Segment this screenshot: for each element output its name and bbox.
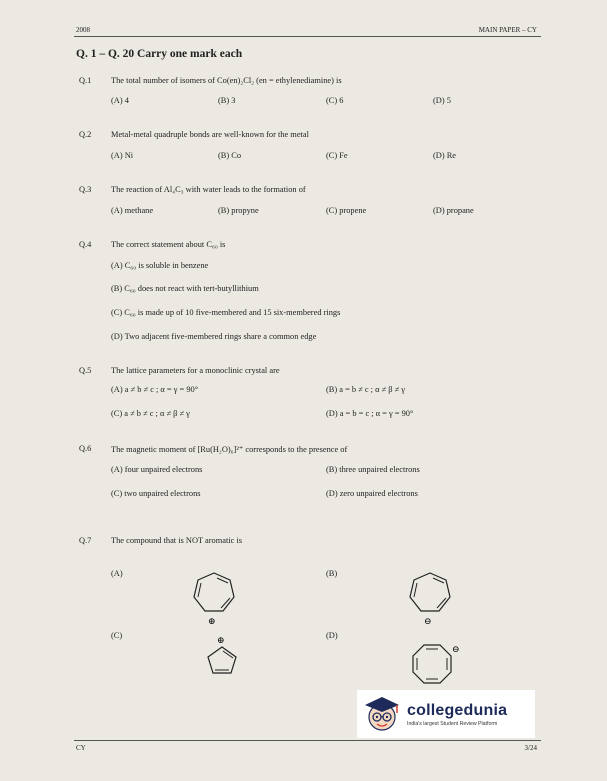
option: (B) C₆₀ does not react with tert-butyllithium [111,284,259,293]
option: (C) propene [326,206,367,215]
cycloheptatrienyl-cation-structure [186,568,242,624]
option: (D) Re [433,151,457,160]
logo-name: collegedunia [407,701,508,719]
option-label: (C) [111,631,123,640]
cyclooctatetraenyl-anion-structure [402,640,464,690]
cycloheptatrienyl-anion-structure [402,568,458,624]
option: (D) propane [433,206,474,215]
question-stem: The total number of isomers of Co(en)₂Cl₂ (en = ethylenediamine) is [111,76,342,85]
question-number: Q.2 [79,130,92,139]
option: (B) three unpaired electrons [326,465,420,474]
question-stem: The lattice parameters for a monoclinic crystal are [111,366,280,375]
footer-rule [74,740,541,741]
option: (B) propyne [218,206,259,215]
question-number: Q.7 [79,536,92,545]
cyclopentadienyl-cation-structure [198,634,246,678]
footer-subject: CY [76,744,86,752]
option: (D) 5 [433,96,451,105]
watermark-logo [357,690,535,738]
question-number: Q.5 [79,366,92,375]
option: (D) zero unpaired electrons [326,489,418,498]
option-label: (A) [111,569,123,578]
option: (B) Co [218,151,242,160]
option: (B) a = b ≠ c ; α ≠ β ≠ γ [326,385,406,394]
header-rule [74,36,541,37]
option: (C) Fe [326,151,348,160]
logo-tagline: India's largest Student Review Platform [407,720,498,727]
question-stem: The compound that is NOT aromatic is [111,536,243,545]
charge-label: ⊖ [452,644,460,654]
option: (A) four unpaired electrons [111,465,203,474]
graduate-mascot-icon [359,691,405,737]
question-number: Q.6 [79,444,92,453]
question-stem: The magnetic moment of [Ru(H₂O)₆]²⁺ corresponds to the presence of [111,445,348,454]
option: (C) C₆₀ is made up of 10 five-membered and 15 six-membered rings [111,308,341,317]
option: (C) a ≠ b ≠ c ; α ≠ β ≠ γ [111,409,190,418]
question-stem: The reaction of Al₄C₃ with water leads to the formation of [111,185,306,194]
option: (A) 4 [111,96,129,105]
footer-page-number: 3/24 [524,744,537,752]
question-number: Q.1 [79,76,92,85]
option: (A) methane [111,206,154,215]
charge-label: ⊕ [217,635,225,645]
question-number: Q.4 [79,240,92,249]
option-label: (D) [326,631,338,640]
charge-label: ⊕ [208,616,216,624]
option: (A) C₆₀ is soluble in benzene [111,261,209,270]
question-number: Q.3 [79,185,92,194]
header-year: 2008 [76,26,90,34]
question-stem: Metal-metal quadruple bonds are well-known for the metal [111,130,309,139]
option-label: (B) [326,569,338,578]
section-title: Q. 1 – Q. 20 Carry one mark each [76,48,243,60]
option: (A) Ni [111,151,134,160]
charge-label: ⊖ [424,616,432,624]
header-paper: MAIN PAPER – CY [478,26,537,34]
question-stem: The correct statement about C₆₀ is [111,240,226,249]
option: (C) two unpaired electrons [111,489,201,498]
option: (D) a = b = c ; α = γ = 90° [326,409,414,418]
option: (A) a ≠ b ≠ c ; α = γ = 90° [111,385,199,394]
option: (B) 3 [218,96,236,105]
option: (C) 6 [326,96,344,105]
logo-text [407,702,507,727]
option: (D) Two adjacent five-membered rings share a common edge [111,332,317,341]
